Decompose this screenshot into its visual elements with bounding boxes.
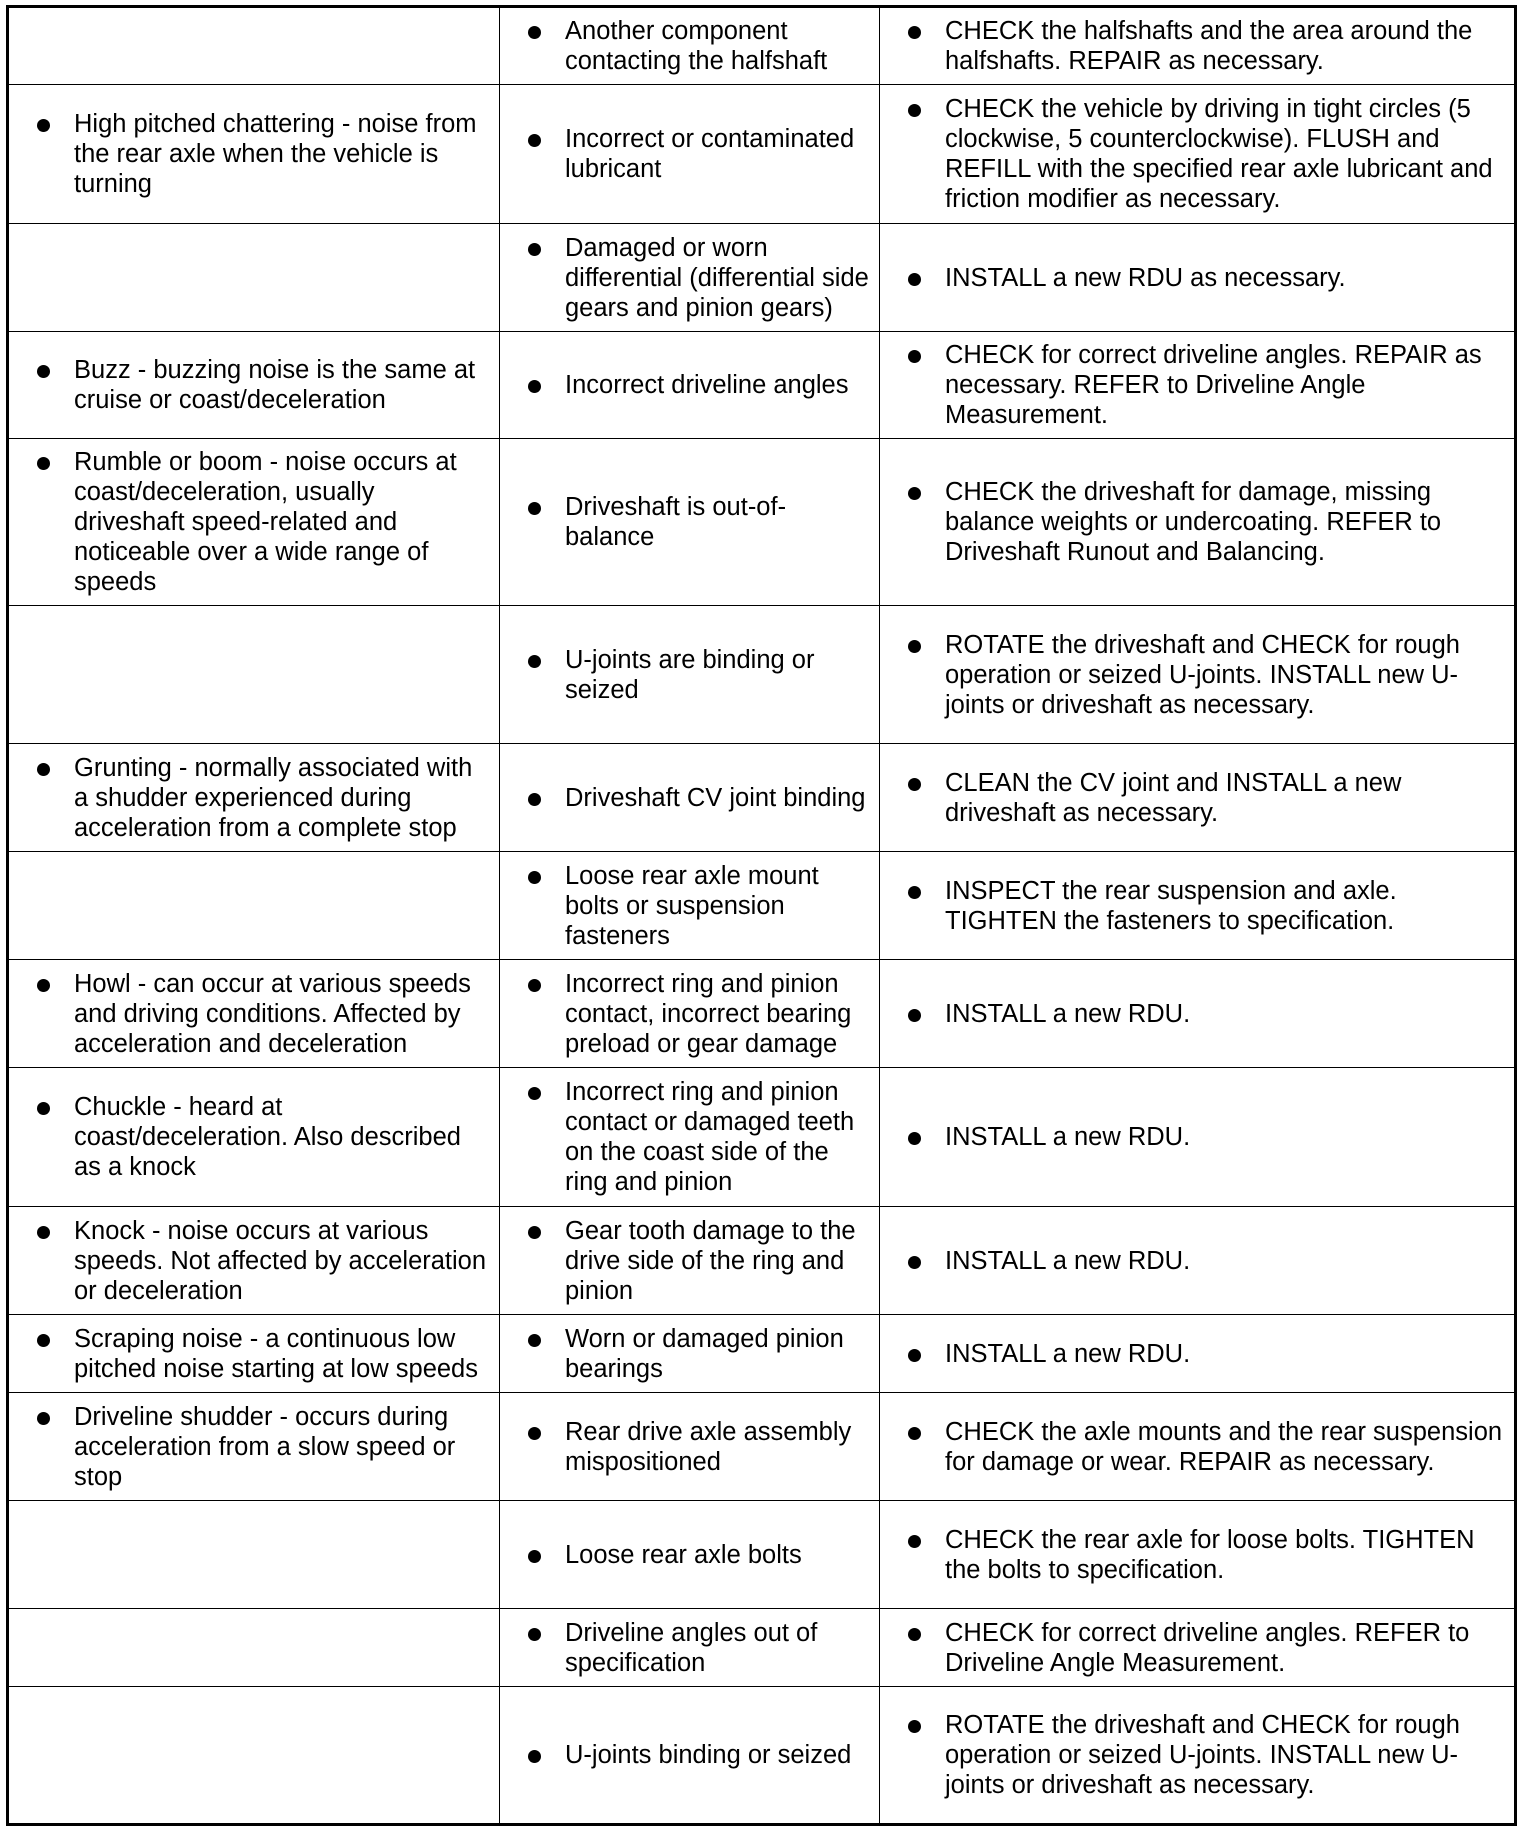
bullet-icon xyxy=(528,243,541,256)
action-text: CHECK the vehicle by driving in tight circles (5 clockwise, 5 counterclockwise). FLUSH and REFILL with the specified rear axle lubricant and friction modifier as necessary. xyxy=(945,95,1493,213)
action-text: INSTALL a new RDU. xyxy=(945,1246,1191,1275)
bullet-icon xyxy=(528,1334,541,1347)
cause-cell xyxy=(500,960,880,1068)
bullet-icon xyxy=(528,1550,541,1563)
condition-cell xyxy=(8,1501,500,1609)
action-cell xyxy=(880,85,1516,224)
bullet-icon xyxy=(528,1427,541,1440)
bullet-icon xyxy=(528,979,541,992)
bullet-icon xyxy=(908,350,921,363)
cause-text: Damaged or worn differential (differential side gears and pinion gears) xyxy=(565,233,869,322)
table-row xyxy=(8,7,1516,85)
action-text: CHECK for correct driveline angles. REFER to Driveline Angle Measurement. xyxy=(945,1618,1470,1677)
action-cell xyxy=(880,1609,1516,1687)
bullet-icon xyxy=(908,1720,921,1733)
bullet-item xyxy=(896,876,1504,936)
cause-text: Incorrect driveline angles xyxy=(565,371,849,399)
cause-cell xyxy=(500,7,880,85)
table-row xyxy=(8,744,1516,852)
condition-text: Rumble or boom - noise occurs at coast/deceleration, usually driveshaft speed-related and noticeable over a wide range of speeds xyxy=(74,448,457,596)
condition-cell xyxy=(8,85,500,224)
bullet-item xyxy=(516,492,869,552)
action-text: INSTALL a new RDU. xyxy=(945,999,1191,1028)
bullet-icon xyxy=(528,502,541,515)
condition-cell xyxy=(8,852,500,960)
bullet-icon xyxy=(37,1412,50,1425)
bullet-icon xyxy=(528,380,541,393)
table-row xyxy=(8,606,1516,744)
table-row xyxy=(8,960,1516,1068)
table-row xyxy=(8,85,1516,224)
cause-cell xyxy=(500,1207,880,1315)
bullet-item xyxy=(516,645,869,705)
table-row xyxy=(8,439,1516,606)
bullet-item xyxy=(516,1740,869,1770)
action-text: INSTALL a new RDU as necessary. xyxy=(945,263,1346,292)
action-cell xyxy=(880,852,1516,960)
condition-text: Driveline shudder - occurs during acceleration from a slow speed or stop xyxy=(74,1402,456,1491)
cause-cell xyxy=(500,852,880,960)
bullet-item xyxy=(516,1077,869,1197)
bullet-icon xyxy=(908,1535,921,1548)
cause-cell xyxy=(500,1687,880,1825)
bullet-item xyxy=(896,16,1504,76)
table-row xyxy=(8,1207,1516,1315)
bullet-item xyxy=(896,340,1504,430)
condition-text: Chuckle - heard at coast/deceleration. Also described as a knock xyxy=(74,1093,461,1181)
table-row xyxy=(8,1609,1516,1687)
table-row xyxy=(8,1315,1516,1393)
bullet-item xyxy=(896,630,1504,720)
bullet-item xyxy=(896,263,1504,293)
bullet-item xyxy=(516,969,869,1059)
bullet-item xyxy=(896,1339,1504,1369)
condition-cell xyxy=(8,1207,500,1315)
cause-cell xyxy=(500,1393,880,1501)
action-cell xyxy=(880,1393,1516,1501)
cause-cell xyxy=(500,85,880,224)
bullet-icon xyxy=(908,1256,921,1269)
bullet-item xyxy=(896,477,1504,567)
bullet-icon xyxy=(528,26,541,39)
table-row xyxy=(8,1501,1516,1609)
table-row xyxy=(8,332,1516,439)
bullet-icon xyxy=(908,1349,921,1362)
bullet-item xyxy=(896,1618,1504,1678)
condition-text: High pitched chattering - noise from the rear axle when the vehicle is turning xyxy=(74,110,477,198)
cause-text: Incorrect or contaminated lubricant xyxy=(565,125,855,183)
cause-text: U-joints binding or seized xyxy=(565,1741,852,1769)
action-cell xyxy=(880,224,1516,332)
cause-text: Loose rear axle mount bolts or suspension fasteners xyxy=(565,861,819,950)
bullet-icon xyxy=(908,273,921,286)
bullet-item xyxy=(896,1525,1504,1585)
bullet-item xyxy=(516,233,869,323)
bullet-icon xyxy=(908,1427,921,1440)
condition-cell xyxy=(8,1068,500,1207)
action-cell xyxy=(880,439,1516,606)
bullet-icon xyxy=(908,1009,921,1022)
bullet-item xyxy=(516,1216,869,1306)
cause-cell xyxy=(500,332,880,439)
cause-text: Gear tooth damage to the drive side of the ring and pinion xyxy=(565,1216,856,1305)
condition-text: Grunting - normally associated with a shudder experienced during acceleration from a complete stop xyxy=(74,753,473,842)
cause-cell xyxy=(500,439,880,606)
table-row xyxy=(8,852,1516,960)
bullet-item xyxy=(516,861,869,951)
cause-text: Driveline angles out of specification xyxy=(565,1618,818,1677)
table-row xyxy=(8,1393,1516,1501)
condition-cell xyxy=(8,7,500,85)
table-row xyxy=(8,224,1516,332)
action-cell xyxy=(880,1687,1516,1825)
bullet-icon xyxy=(908,778,921,791)
bullet-icon xyxy=(37,365,50,378)
bullet-icon xyxy=(908,640,921,653)
bullet-icon xyxy=(37,1102,50,1115)
condition-cell xyxy=(8,332,500,439)
condition-cell xyxy=(8,1687,500,1825)
condition-text: Scraping noise - a continuous low pitched noise starting at low speeds xyxy=(74,1324,478,1383)
bullet-item xyxy=(896,768,1504,828)
cause-text: Loose rear axle bolts xyxy=(565,1540,802,1569)
condition-cell xyxy=(8,744,500,852)
bullet-item xyxy=(25,447,489,597)
condition-cell xyxy=(8,1393,500,1501)
action-text: CHECK the axle mounts and the rear suspension for damage or wear. REPAIR as necessary. xyxy=(945,1417,1503,1476)
bullet-icon xyxy=(528,134,541,147)
bullet-item xyxy=(896,1710,1504,1800)
condition-text: Howl - can occur at various speeds and driving conditions. Affected by acceleration and deceleration xyxy=(74,969,471,1058)
action-text: CLEAN the CV joint and INSTALL a new driveshaft as necessary. xyxy=(945,768,1402,827)
condition-cell xyxy=(8,1315,500,1393)
bullet-item xyxy=(25,1216,489,1306)
bullet-icon xyxy=(908,1628,921,1641)
bullet-item xyxy=(25,109,489,199)
action-cell xyxy=(880,1207,1516,1315)
action-cell xyxy=(880,1501,1516,1609)
action-cell xyxy=(880,1315,1516,1393)
bullet-icon xyxy=(528,1628,541,1641)
bullet-item xyxy=(516,1324,869,1384)
cause-cell xyxy=(500,1609,880,1687)
condition-text: Knock - noise occurs at various speeds. Not affected by acceleration or deceleration xyxy=(74,1216,487,1305)
bullet-icon xyxy=(37,119,50,132)
bullet-icon xyxy=(528,1750,541,1763)
action-text: CHECK the driveshaft for damage, missing balance weights or undercoating. REFER to Driveshaft Runout and Balancing. xyxy=(945,478,1442,566)
bullet-icon xyxy=(37,763,50,776)
bullet-item xyxy=(516,1417,869,1477)
action-cell xyxy=(880,744,1516,852)
bullet-item xyxy=(516,1618,869,1678)
cause-text: Incorrect ring and pinion contact, incorrect bearing preload or gear damage xyxy=(565,969,852,1058)
condition-text: Buzz - buzzing noise is the same at cruise or coast/deceleration xyxy=(74,356,476,414)
cause-text: Another component contacting the halfshaft xyxy=(565,17,828,75)
cause-text: Rear drive axle assembly mispositioned xyxy=(565,1417,852,1476)
bullet-item xyxy=(25,355,489,415)
bullet-item xyxy=(516,783,869,813)
bullet-icon xyxy=(37,979,50,992)
cause-text: Incorrect ring and pinion contact or damaged teeth on the coast side of the ring and pinion xyxy=(565,1078,855,1196)
action-text: INSTALL a new RDU. xyxy=(945,1123,1191,1151)
action-text: INSPECT the rear suspension and axle. TIGHTEN the fasteners to specification. xyxy=(945,876,1397,935)
bullet-item xyxy=(896,1122,1504,1152)
cause-cell xyxy=(500,224,880,332)
cause-text: Driveshaft CV joint binding xyxy=(565,783,866,812)
bullet-icon xyxy=(37,457,50,470)
bullet-item xyxy=(896,1417,1504,1477)
bullet-item xyxy=(25,1324,489,1384)
action-text: INSTALL a new RDU. xyxy=(945,1339,1191,1368)
table-row xyxy=(8,1068,1516,1207)
bullet-item xyxy=(25,1402,489,1492)
cause-text: Worn or damaged pinion bearings xyxy=(565,1324,844,1383)
bullet-icon xyxy=(908,886,921,899)
cause-cell xyxy=(500,1315,880,1393)
diagnosis-table xyxy=(6,5,1517,1826)
bullet-icon xyxy=(528,793,541,806)
action-cell xyxy=(880,960,1516,1068)
cause-cell xyxy=(500,744,880,852)
action-text: CHECK the halfshafts and the area around the halfshafts. REPAIR as necessary. xyxy=(945,17,1473,75)
table-row xyxy=(8,1687,1516,1825)
bullet-icon xyxy=(528,1087,541,1100)
action-cell xyxy=(880,606,1516,744)
bullet-item xyxy=(896,1246,1504,1276)
bullet-icon xyxy=(908,487,921,500)
condition-cell xyxy=(8,606,500,744)
bullet-icon xyxy=(908,104,921,117)
bullet-icon xyxy=(528,1226,541,1239)
bullet-icon xyxy=(908,1132,921,1145)
condition-cell xyxy=(8,1609,500,1687)
condition-cell xyxy=(8,224,500,332)
bullet-item xyxy=(896,999,1504,1029)
cause-text: U-joints are binding or seized xyxy=(565,645,815,704)
action-text: ROTATE the driveshaft and CHECK for rough operation or seized U-joints. INSTALL new U-joints or driveshaft as necessary. xyxy=(945,630,1460,719)
bullet-item xyxy=(516,124,869,184)
action-cell xyxy=(880,1068,1516,1207)
bullet-icon xyxy=(528,871,541,884)
bullet-item xyxy=(516,370,869,400)
action-text: CHECK the rear axle for loose bolts. TIGHTEN the bolts to specification. xyxy=(945,1525,1475,1584)
bullet-item xyxy=(25,753,489,843)
bullet-icon xyxy=(908,26,921,39)
table-body xyxy=(8,7,1516,1825)
action-cell xyxy=(880,7,1516,85)
condition-cell xyxy=(8,960,500,1068)
cause-cell xyxy=(500,1501,880,1609)
bullet-icon xyxy=(528,655,541,668)
cause-cell xyxy=(500,606,880,744)
action-text: CHECK for correct driveline angles. REPAIR as necessary. REFER to Driveline Angle Measurement. xyxy=(945,341,1482,429)
bullet-icon xyxy=(37,1226,50,1239)
action-text: ROTATE the driveshaft and CHECK for rough operation or seized U-joints. INSTALL new U-joints or driveshaft as necessary. xyxy=(945,1711,1460,1799)
bullet-item xyxy=(516,1540,869,1570)
bullet-item xyxy=(896,94,1504,214)
bullet-icon xyxy=(37,1334,50,1347)
cause-text: Driveshaft is out-of-balance xyxy=(565,493,787,551)
action-cell xyxy=(880,332,1516,439)
bullet-item xyxy=(516,16,869,76)
bullet-item xyxy=(25,1092,489,1182)
bullet-item xyxy=(25,969,489,1059)
cause-cell xyxy=(500,1068,880,1207)
condition-cell xyxy=(8,439,500,606)
